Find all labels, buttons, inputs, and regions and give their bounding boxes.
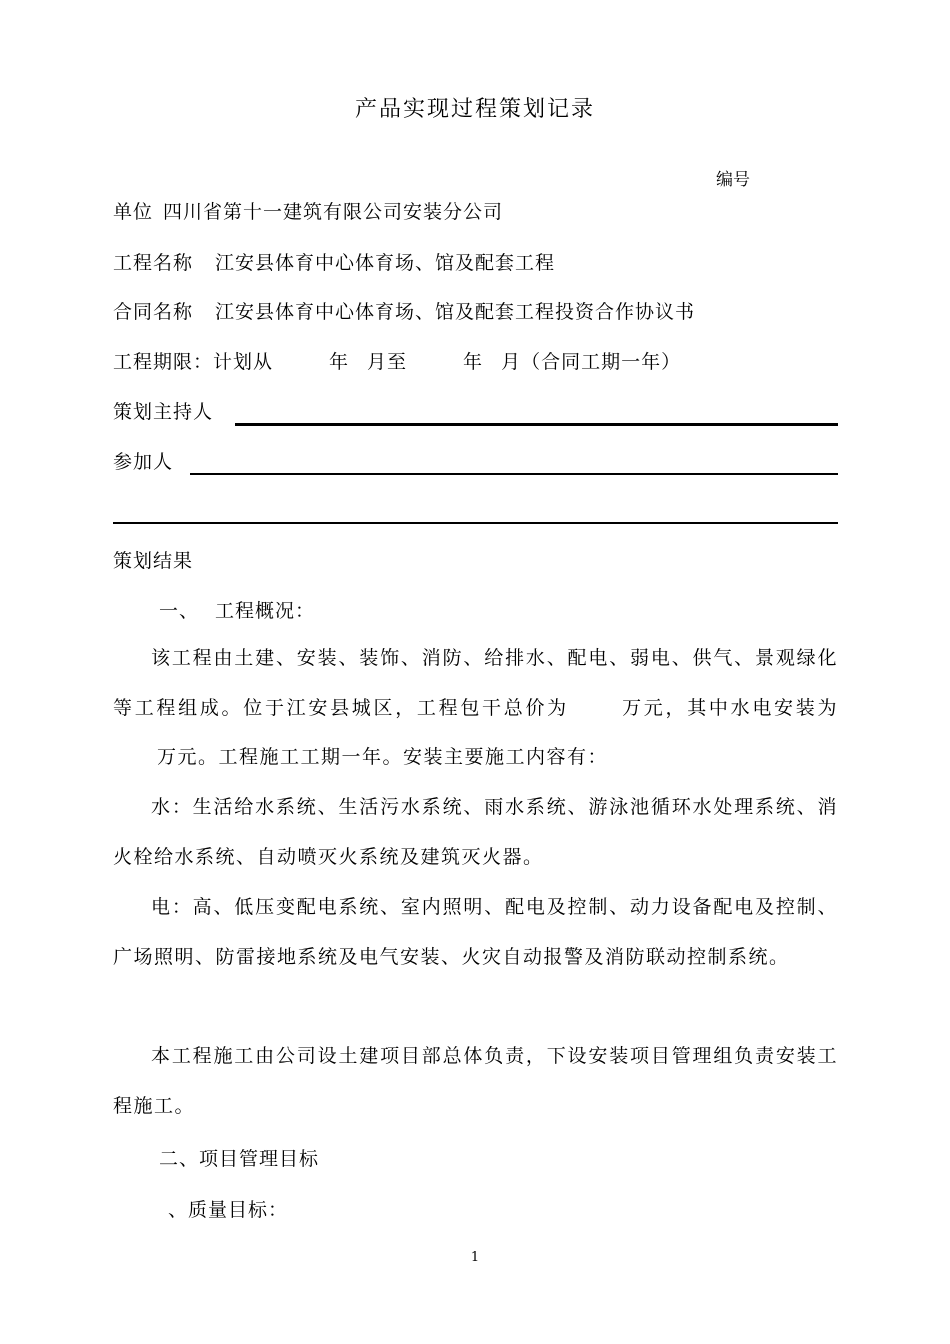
contract-value: 江安县体育中心体育场、馆及配套工程投资合作协议书 xyxy=(215,301,696,323)
page-number: 1 xyxy=(470,1250,480,1265)
overview-paragraph xyxy=(113,634,838,783)
overview-text-c: 万元。工程施工工期一年。安装主要施工内容有： xyxy=(157,746,609,768)
period-year-1: 年 xyxy=(329,351,350,373)
project-line xyxy=(113,248,555,275)
participants-label: 参加人 xyxy=(113,451,174,473)
contract-label: 合同名称 xyxy=(113,301,194,323)
project-label: 工程名称 xyxy=(113,252,194,274)
electric-paragraph: 电：高、低压变配电系统、室内照明、配电及控制、动力设备配电及控制、广场照明、防雷接地系统及电气安装、火灾自动报警及消防联动控制系统。 xyxy=(113,896,838,968)
results-label: 策划结果 xyxy=(113,550,194,572)
overview-text-a: 该工程由土建、安装、装饰、消防、给排水、配电、弱电、供气、景观绿化等工程组成。位于江安县城区，工程包干总价为 xyxy=(113,647,838,719)
host-label: 策划主持人 xyxy=(113,401,214,423)
unit-value: 四川省第十一建筑有限公司安装分公司 xyxy=(163,201,504,223)
period-label: 工程期限：计划从 xyxy=(113,351,274,373)
section1-heading-number: 一、 xyxy=(159,600,200,622)
quality-goal-heading: 、质量目标： xyxy=(168,1199,289,1221)
section2-heading: 二、项目管理目标 xyxy=(159,1148,320,1170)
code-label: 编号 xyxy=(716,170,750,190)
period-month-1: 月至 xyxy=(367,351,408,373)
section1-heading-text: 工程概况： xyxy=(215,600,316,622)
contract-line xyxy=(113,297,695,324)
participants-extra-line xyxy=(113,522,838,524)
period-year-2: 年 xyxy=(463,351,484,373)
participants-signature-line xyxy=(190,473,838,475)
project-value: 江安县体育中心体育场、馆及配套工程 xyxy=(215,252,556,274)
host-signature-line xyxy=(235,423,838,426)
overview-text-b: 万元，其中水电安装为 xyxy=(620,696,838,719)
water-paragraph: 水：生活给水系统、生活污水系统、雨水系统、游泳池循环水处理系统、消火栓给水系统、自动喷灭火系统及建筑灭火器。 xyxy=(113,796,838,868)
management-paragraph: 本工程施工由公司设土建项目部总体负责，下设安装项目管理组负责安装工程施工。 xyxy=(113,1045,838,1117)
unit-label: 单位 xyxy=(113,201,154,223)
period-month-2: 月（合同工期一年） xyxy=(501,351,682,373)
section1-heading xyxy=(159,596,315,623)
page-title: 产品实现过程策划记录 xyxy=(354,97,595,122)
unit-line xyxy=(113,197,503,224)
period-line xyxy=(113,347,681,374)
